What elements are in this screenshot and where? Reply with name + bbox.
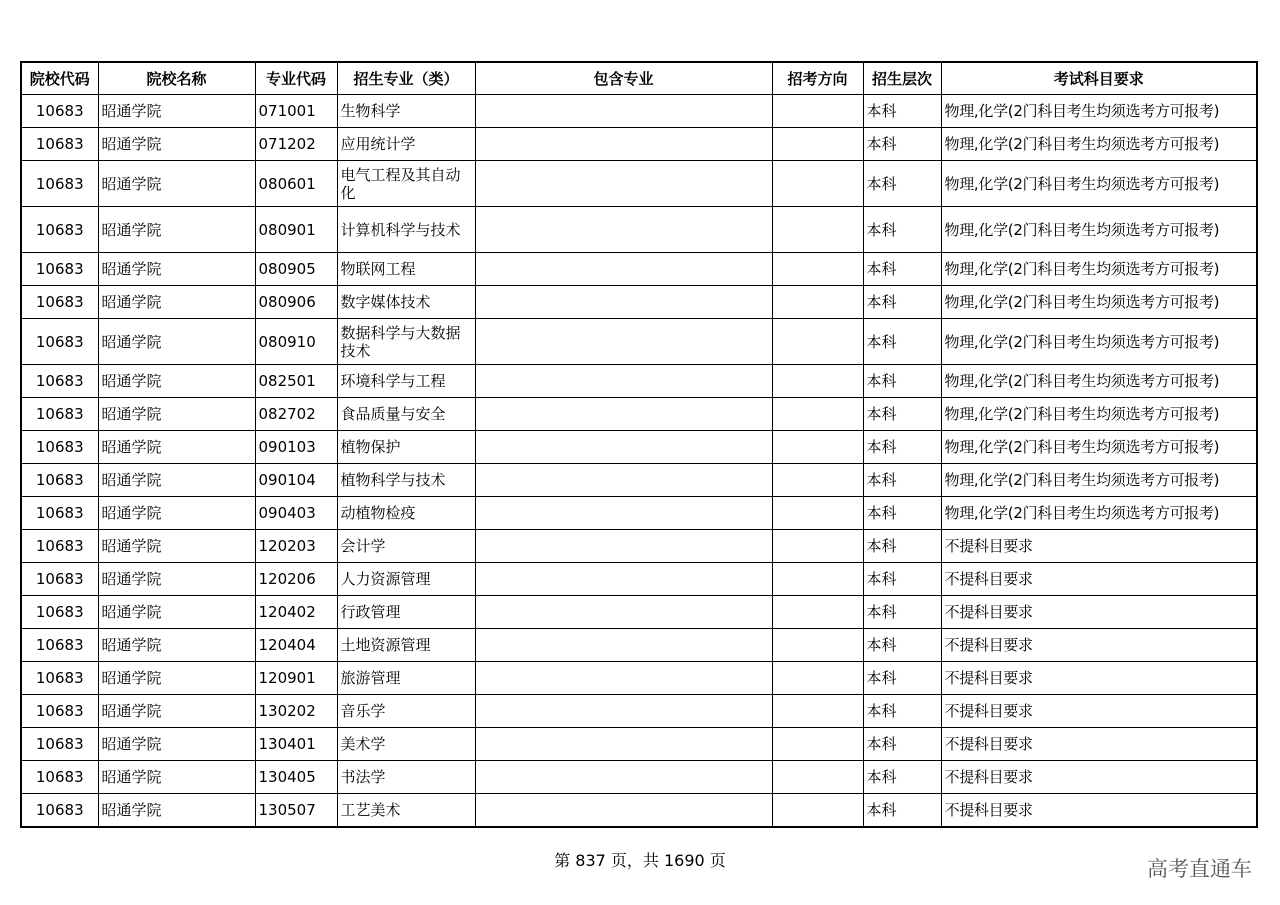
cell-subject-requirement: 物理,化学(2门科目考生均须选考方可报考) (941, 497, 1257, 530)
cell-direction (772, 286, 863, 319)
cell-included-majors (475, 464, 772, 497)
cell-level: 本科 (863, 398, 941, 431)
cell-subject-requirement: 物理,化学(2门科目考生均须选考方可报考) (941, 286, 1257, 319)
cell-major-name: 旅游管理 (337, 662, 475, 695)
cell-school-name: 昭通学院 (98, 794, 255, 828)
header-direction: 招考方向 (772, 62, 863, 95)
header-included-majors: 包含专业 (475, 62, 772, 95)
cell-school-code: 10683 (21, 530, 98, 563)
cell-direction (772, 728, 863, 761)
cell-included-majors (475, 629, 772, 662)
cell-school-code: 10683 (21, 398, 98, 431)
cell-level: 本科 (863, 728, 941, 761)
cell-school-code: 10683 (21, 629, 98, 662)
cell-direction (772, 464, 863, 497)
cell-school-code: 10683 (21, 497, 98, 530)
cell-level: 本科 (863, 596, 941, 629)
cell-school-code: 10683 (21, 319, 98, 365)
cell-major-name: 电气工程及其自动化 (337, 161, 475, 207)
cell-school-name: 昭通学院 (98, 128, 255, 161)
cell-major-code: 080905 (255, 253, 337, 286)
header-major: 招生专业（类） (337, 62, 475, 95)
cell-included-majors (475, 207, 772, 253)
cell-major-code: 082501 (255, 365, 337, 398)
table-row (21, 365, 1257, 398)
table-row (21, 128, 1257, 161)
cell-major-code: 120203 (255, 530, 337, 563)
cell-school-name: 昭通学院 (98, 662, 255, 695)
cell-included-majors (475, 398, 772, 431)
cell-included-majors (475, 253, 772, 286)
cell-major-code: 130401 (255, 728, 337, 761)
cell-subject-requirement: 不提科目要求 (941, 794, 1257, 828)
table-row (21, 398, 1257, 431)
cell-major-name: 植物科学与技术 (337, 464, 475, 497)
cell-included-majors (475, 662, 772, 695)
cell-subject-requirement: 物理,化学(2门科目考生均须选考方可报考) (941, 207, 1257, 253)
cell-school-name: 昭通学院 (98, 319, 255, 365)
header-level: 招生层次 (863, 62, 941, 95)
cell-level: 本科 (863, 794, 941, 828)
cell-school-name: 昭通学院 (98, 695, 255, 728)
cell-major-name: 书法学 (337, 761, 475, 794)
cell-major-code: 071001 (255, 95, 337, 128)
cell-major-name: 音乐学 (337, 695, 475, 728)
cell-school-name: 昭通学院 (98, 629, 255, 662)
cell-included-majors (475, 286, 772, 319)
cell-level: 本科 (863, 128, 941, 161)
cell-subject-requirement: 物理,化学(2门科目考生均须选考方可报考) (941, 161, 1257, 207)
cell-included-majors (475, 95, 772, 128)
cell-school-code: 10683 (21, 207, 98, 253)
cell-direction (772, 530, 863, 563)
cell-subject-requirement: 不提科目要求 (941, 530, 1257, 563)
cell-school-name: 昭通学院 (98, 365, 255, 398)
table-row (21, 728, 1257, 761)
cell-direction (772, 431, 863, 464)
cell-included-majors (475, 596, 772, 629)
cell-major-code: 080601 (255, 161, 337, 207)
cell-school-name: 昭通学院 (98, 431, 255, 464)
cell-major-name: 美术学 (337, 728, 475, 761)
cell-level: 本科 (863, 161, 941, 207)
cell-subject-requirement: 物理,化学(2门科目考生均须选考方可报考) (941, 128, 1257, 161)
cell-school-name: 昭通学院 (98, 253, 255, 286)
cell-major-code: 120404 (255, 629, 337, 662)
cell-subject-requirement: 不提科目要求 (941, 563, 1257, 596)
cell-major-name: 数字媒体技术 (337, 286, 475, 319)
cell-direction (772, 253, 863, 286)
cell-level: 本科 (863, 695, 941, 728)
cell-level: 本科 (863, 253, 941, 286)
cell-included-majors (475, 563, 772, 596)
header-major-code: 专业代码 (255, 62, 337, 95)
table-row (21, 497, 1257, 530)
table-row (21, 464, 1257, 497)
cell-school-name: 昭通学院 (98, 95, 255, 128)
cell-level: 本科 (863, 662, 941, 695)
cell-major-name: 物联网工程 (337, 253, 475, 286)
cell-subject-requirement: 不提科目要求 (941, 629, 1257, 662)
cell-level: 本科 (863, 629, 941, 662)
cell-major-name: 生物科学 (337, 95, 475, 128)
cell-school-code: 10683 (21, 161, 98, 207)
table-row (21, 207, 1257, 253)
cell-direction (772, 207, 863, 253)
cell-major-code: 120206 (255, 563, 337, 596)
cell-major-code: 082702 (255, 398, 337, 431)
cell-school-code: 10683 (21, 365, 98, 398)
table-row (21, 695, 1257, 728)
cell-major-name: 会计学 (337, 530, 475, 563)
cell-level: 本科 (863, 286, 941, 319)
cell-major-code: 130507 (255, 794, 337, 828)
cell-subject-requirement: 不提科目要求 (941, 728, 1257, 761)
cell-level: 本科 (863, 530, 941, 563)
table-row (21, 596, 1257, 629)
cell-school-code: 10683 (21, 95, 98, 128)
cell-major-name: 计算机科学与技术 (337, 207, 475, 253)
cell-included-majors (475, 128, 772, 161)
table-header-row (21, 62, 1257, 95)
table-row (21, 161, 1257, 207)
table-row (21, 794, 1257, 828)
table-row (21, 761, 1257, 794)
cell-major-name: 动植物检疫 (337, 497, 475, 530)
cell-included-majors (475, 431, 772, 464)
cell-included-majors (475, 530, 772, 563)
cell-included-majors (475, 497, 772, 530)
cell-included-majors (475, 761, 772, 794)
cell-direction (772, 95, 863, 128)
cell-school-name: 昭通学院 (98, 728, 255, 761)
cell-school-code: 10683 (21, 253, 98, 286)
cell-direction (772, 629, 863, 662)
cell-major-code: 080910 (255, 319, 337, 365)
admissions-table (20, 61, 1258, 828)
cell-subject-requirement: 物理,化学(2门科目考生均须选考方可报考) (941, 431, 1257, 464)
cell-direction (772, 319, 863, 365)
table-row (21, 431, 1257, 464)
header-subject-requirement: 考试科目要求 (941, 62, 1257, 95)
cell-major-code: 130202 (255, 695, 337, 728)
cell-school-name: 昭通学院 (98, 207, 255, 253)
cell-school-code: 10683 (21, 563, 98, 596)
cell-school-code: 10683 (21, 794, 98, 828)
table-row (21, 629, 1257, 662)
cell-school-code: 10683 (21, 761, 98, 794)
cell-direction (772, 398, 863, 431)
cell-level: 本科 (863, 761, 941, 794)
cell-direction (772, 365, 863, 398)
cell-level: 本科 (863, 563, 941, 596)
cell-subject-requirement: 不提科目要求 (941, 761, 1257, 794)
cell-school-name: 昭通学院 (98, 761, 255, 794)
cell-school-code: 10683 (21, 286, 98, 319)
cell-major-name: 行政管理 (337, 596, 475, 629)
watermark: 高考直通车 (1147, 857, 1252, 881)
cell-subject-requirement: 物理,化学(2门科目考生均须选考方可报考) (941, 365, 1257, 398)
cell-school-name: 昭通学院 (98, 596, 255, 629)
cell-direction (772, 794, 863, 828)
header-school-name: 院校名称 (98, 62, 255, 95)
table-row (21, 253, 1257, 286)
cell-level: 本科 (863, 365, 941, 398)
cell-included-majors (475, 695, 772, 728)
cell-major-name: 数据科学与大数据技术 (337, 319, 475, 365)
cell-major-code: 090103 (255, 431, 337, 464)
cell-major-code: 090403 (255, 497, 337, 530)
cell-direction (772, 563, 863, 596)
cell-level: 本科 (863, 431, 941, 464)
cell-direction (772, 128, 863, 161)
cell-school-name: 昭通学院 (98, 286, 255, 319)
cell-major-code: 080906 (255, 286, 337, 319)
cell-school-name: 昭通学院 (98, 563, 255, 596)
cell-major-name: 环境科学与工程 (337, 365, 475, 398)
cell-school-name: 昭通学院 (98, 497, 255, 530)
table-row (21, 319, 1257, 365)
cell-level: 本科 (863, 464, 941, 497)
table-row (21, 530, 1257, 563)
cell-major-code: 080901 (255, 207, 337, 253)
cell-level: 本科 (863, 497, 941, 530)
cell-major-name: 植物保护 (337, 431, 475, 464)
table-row (21, 286, 1257, 319)
cell-direction (772, 761, 863, 794)
cell-school-name: 昭通学院 (98, 464, 255, 497)
table-row (21, 563, 1257, 596)
cell-major-code: 120402 (255, 596, 337, 629)
cell-direction (772, 662, 863, 695)
cell-level: 本科 (863, 319, 941, 365)
cell-included-majors (475, 728, 772, 761)
cell-major-code: 130405 (255, 761, 337, 794)
cell-major-name: 土地资源管理 (337, 629, 475, 662)
cell-direction (772, 695, 863, 728)
cell-subject-requirement: 不提科目要求 (941, 695, 1257, 728)
cell-school-name: 昭通学院 (98, 530, 255, 563)
cell-direction (772, 497, 863, 530)
cell-included-majors (475, 365, 772, 398)
cell-major-name: 食品质量与安全 (337, 398, 475, 431)
cell-school-code: 10683 (21, 662, 98, 695)
cell-school-name: 昭通学院 (98, 398, 255, 431)
cell-subject-requirement: 物理,化学(2门科目考生均须选考方可报考) (941, 253, 1257, 286)
cell-level: 本科 (863, 207, 941, 253)
cell-included-majors (475, 319, 772, 365)
cell-direction (772, 596, 863, 629)
table-row (21, 662, 1257, 695)
cell-level: 本科 (863, 95, 941, 128)
cell-major-code: 071202 (255, 128, 337, 161)
cell-subject-requirement: 物理,化学(2门科目考生均须选考方可报考) (941, 319, 1257, 365)
cell-school-code: 10683 (21, 431, 98, 464)
cell-school-code: 10683 (21, 728, 98, 761)
cell-major-name: 人力资源管理 (337, 563, 475, 596)
table-body (21, 95, 1257, 828)
cell-major-name: 应用统计学 (337, 128, 475, 161)
cell-subject-requirement: 物理,化学(2门科目考生均须选考方可报考) (941, 398, 1257, 431)
cell-major-code: 120901 (255, 662, 337, 695)
page-number: 第 837 页，共 1690 页 (554, 851, 726, 870)
table-row (21, 95, 1257, 128)
cell-subject-requirement: 物理,化学(2门科目考生均须选考方可报考) (941, 95, 1257, 128)
cell-major-name: 工艺美术 (337, 794, 475, 828)
header-school-code: 院校代码 (21, 62, 98, 95)
cell-included-majors (475, 161, 772, 207)
cell-included-majors (475, 794, 772, 828)
cell-subject-requirement: 不提科目要求 (941, 596, 1257, 629)
cell-direction (772, 161, 863, 207)
cell-school-code: 10683 (21, 128, 98, 161)
cell-school-code: 10683 (21, 596, 98, 629)
cell-major-code: 090104 (255, 464, 337, 497)
cell-school-code: 10683 (21, 695, 98, 728)
cell-subject-requirement: 不提科目要求 (941, 662, 1257, 695)
cell-school-code: 10683 (21, 464, 98, 497)
cell-subject-requirement: 物理,化学(2门科目考生均须选考方可报考) (941, 464, 1257, 497)
cell-school-name: 昭通学院 (98, 161, 255, 207)
